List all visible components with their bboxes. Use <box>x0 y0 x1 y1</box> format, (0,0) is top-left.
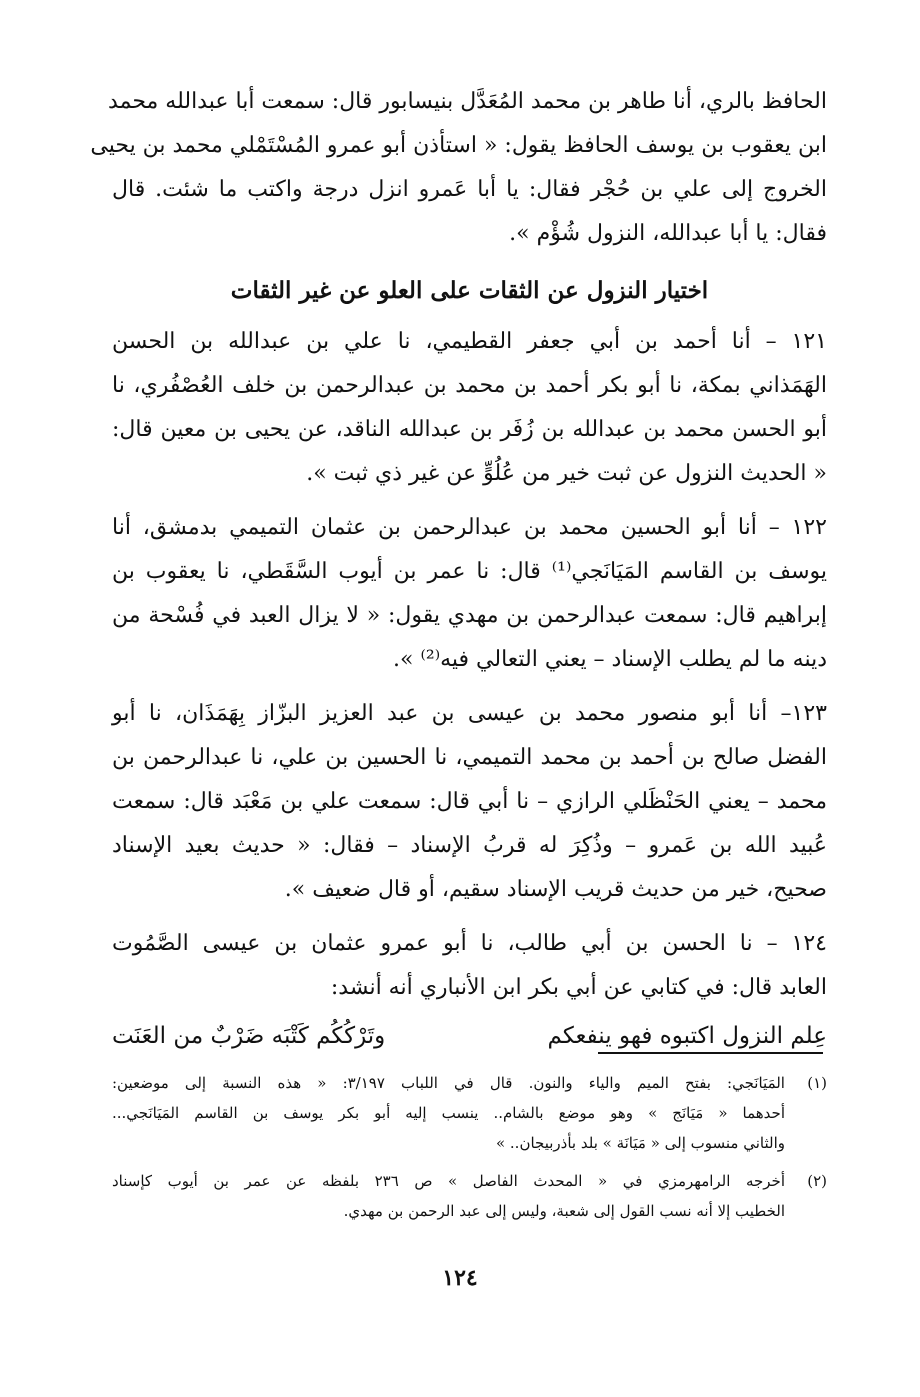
footnote-body <box>112 1068 785 1158</box>
paragraph-121 <box>112 320 827 496</box>
text-line: ١٢٣– أنا أبو منصور محمد بن عيسى بن عبد العزيز البزّاز بِهَمَذَان، نا أبو <box>112 701 827 726</box>
text-line: الهَمَذاني بمكة، نا أبو بكر أحمد بن محمد بن عبدالرحمن بن خلف العُصْفُري، نا <box>112 373 827 398</box>
text-line: إبراهيم قال: سمعت عبدالرحمن بن مهدي يقول: « لا يزال العبد في فُسْحة من <box>112 603 827 628</box>
page-number: ١٢٤ <box>442 1265 478 1291</box>
text-line: أبو الحسن محمد بن عبدالله بن زُفَر بن عبدالله الناقد، عن يحيى بن معين قال: <box>112 417 827 442</box>
verse-hemistich-first: عِلم النزول اكتبوه فهو ينفعكم <box>547 1023 827 1049</box>
text-line: صحيح، خير من حديث قريب الإسناد سقيم، أو قال ضعيف ». <box>284 877 827 902</box>
text-line: دينه ما لم يطلب الإسناد – يعني التعالي فيه⁽²⁾ ». <box>393 647 827 672</box>
main-text <box>90 80 827 1060</box>
footnote-line: والثاني منسوب إلى « مَيَانَة » بلد بأذربيجان.. » <box>495 1134 785 1152</box>
footnote-1 <box>112 1068 827 1158</box>
text-line: ١٢٤ – نا الحسن بن أبي طالب، نا أبو عمرو عثمان بن عيسى الصَّمُوت <box>112 931 827 956</box>
text-line: العابد قال: في كتابي عن أبي بكر ابن الأنباري أنه أنشد: <box>330 975 827 1000</box>
text-line: الخروج إلى علي بن حُجْر فقال: يا أبا عَمرو انزل درجة واكتب ما شئت. قال <box>112 177 827 202</box>
text-line: الحافظ بالري، أنا طاهر بن محمد المُعَدَّل بنيسابور قال: سمعت أبا عبدالله محمد <box>108 89 827 114</box>
footnote-separator <box>598 1052 823 1054</box>
intro-paragraph <box>90 80 827 256</box>
footnote-line: الخطيب إلا أنه نسب القول إلى شعبة، وليس إلى عبد الرحمن بن مهدي. <box>343 1202 785 1220</box>
footnote-number: (٢) <box>807 1172 827 1190</box>
footnote-number: (١) <box>807 1074 827 1092</box>
text-line: ١٢١ – أنا أحمد بن أبي جعفر القطيمي، نا علي بن عبدالله بن الحسن <box>112 329 827 354</box>
text-line: ١٢٢ – أنا أبو الحسين محمد بن عبدالرحمن بن عثمان التميمي بدمشق، أنا <box>112 515 827 540</box>
paragraph-123 <box>112 692 827 912</box>
text-line: يوسف بن القاسم المَيَانَجي⁽¹⁾ قال: نا عمر بن أيوب السَّقَطي، نا يعقوب بن <box>112 559 827 584</box>
footnote-2 <box>112 1166 827 1226</box>
paragraph-122 <box>112 506 827 682</box>
footnote-line: أحدهما « مَيَانَج » وهو موضع بالشام.. ينسب إليه أبو بكر يوسف بن القاسم المَيَانَجي... <box>112 1104 785 1122</box>
footnotes <box>112 1068 827 1234</box>
footnote-body <box>112 1166 785 1226</box>
text-line: فقال: يا أبا عبدالله، النزول شُؤْم ». <box>509 221 827 246</box>
text-line: عُبيد الله بن عَمرو – وذُكِرَ له قربُ الإسناد – فقال: « حديث بعيد الإسناد <box>112 833 827 858</box>
footnote-line: أخرجه الرامهرمزي في « المحدث الفاصل » ص ٢٣٦ بلفظه عن عمر بن أيوب كإسناد <box>112 1172 785 1190</box>
section-heading: اختيار النزول عن الثقات على العلو عن غير الثقات <box>230 277 709 304</box>
paragraph-124 <box>112 922 827 1010</box>
text-line: « الحديث النزول عن ثبت خير من عُلُوٍّ عن غير ذي ثبت ». <box>306 461 827 486</box>
text-line: الفضل صالح بن أحمد بن محمد التميمي، نا الحسين بن علي، نا عبدالرحمن بن <box>112 745 827 770</box>
text-line: ابن يعقوب بن يوسف الحافظ يقول: « استأذن أبو عمرو المُسْتَمْلي محمد بن يحيى <box>90 133 827 158</box>
text-line: محمد – يعني الحَنْظَلي الرازي – نا أبي قال: سمعت علي بن مَعْبَد قال: سمعت <box>112 789 827 814</box>
verse-hemistich-second: وتَرْكُكُم كَتْبَه ضَرْبٌ من العَنَت <box>112 1023 386 1049</box>
footnote-line: المَيَانَجي: بفتح الميم والياء والنون. قال في اللباب ٣/١٩٧: « هذه النسبة إلى موضعين: <box>112 1074 785 1092</box>
